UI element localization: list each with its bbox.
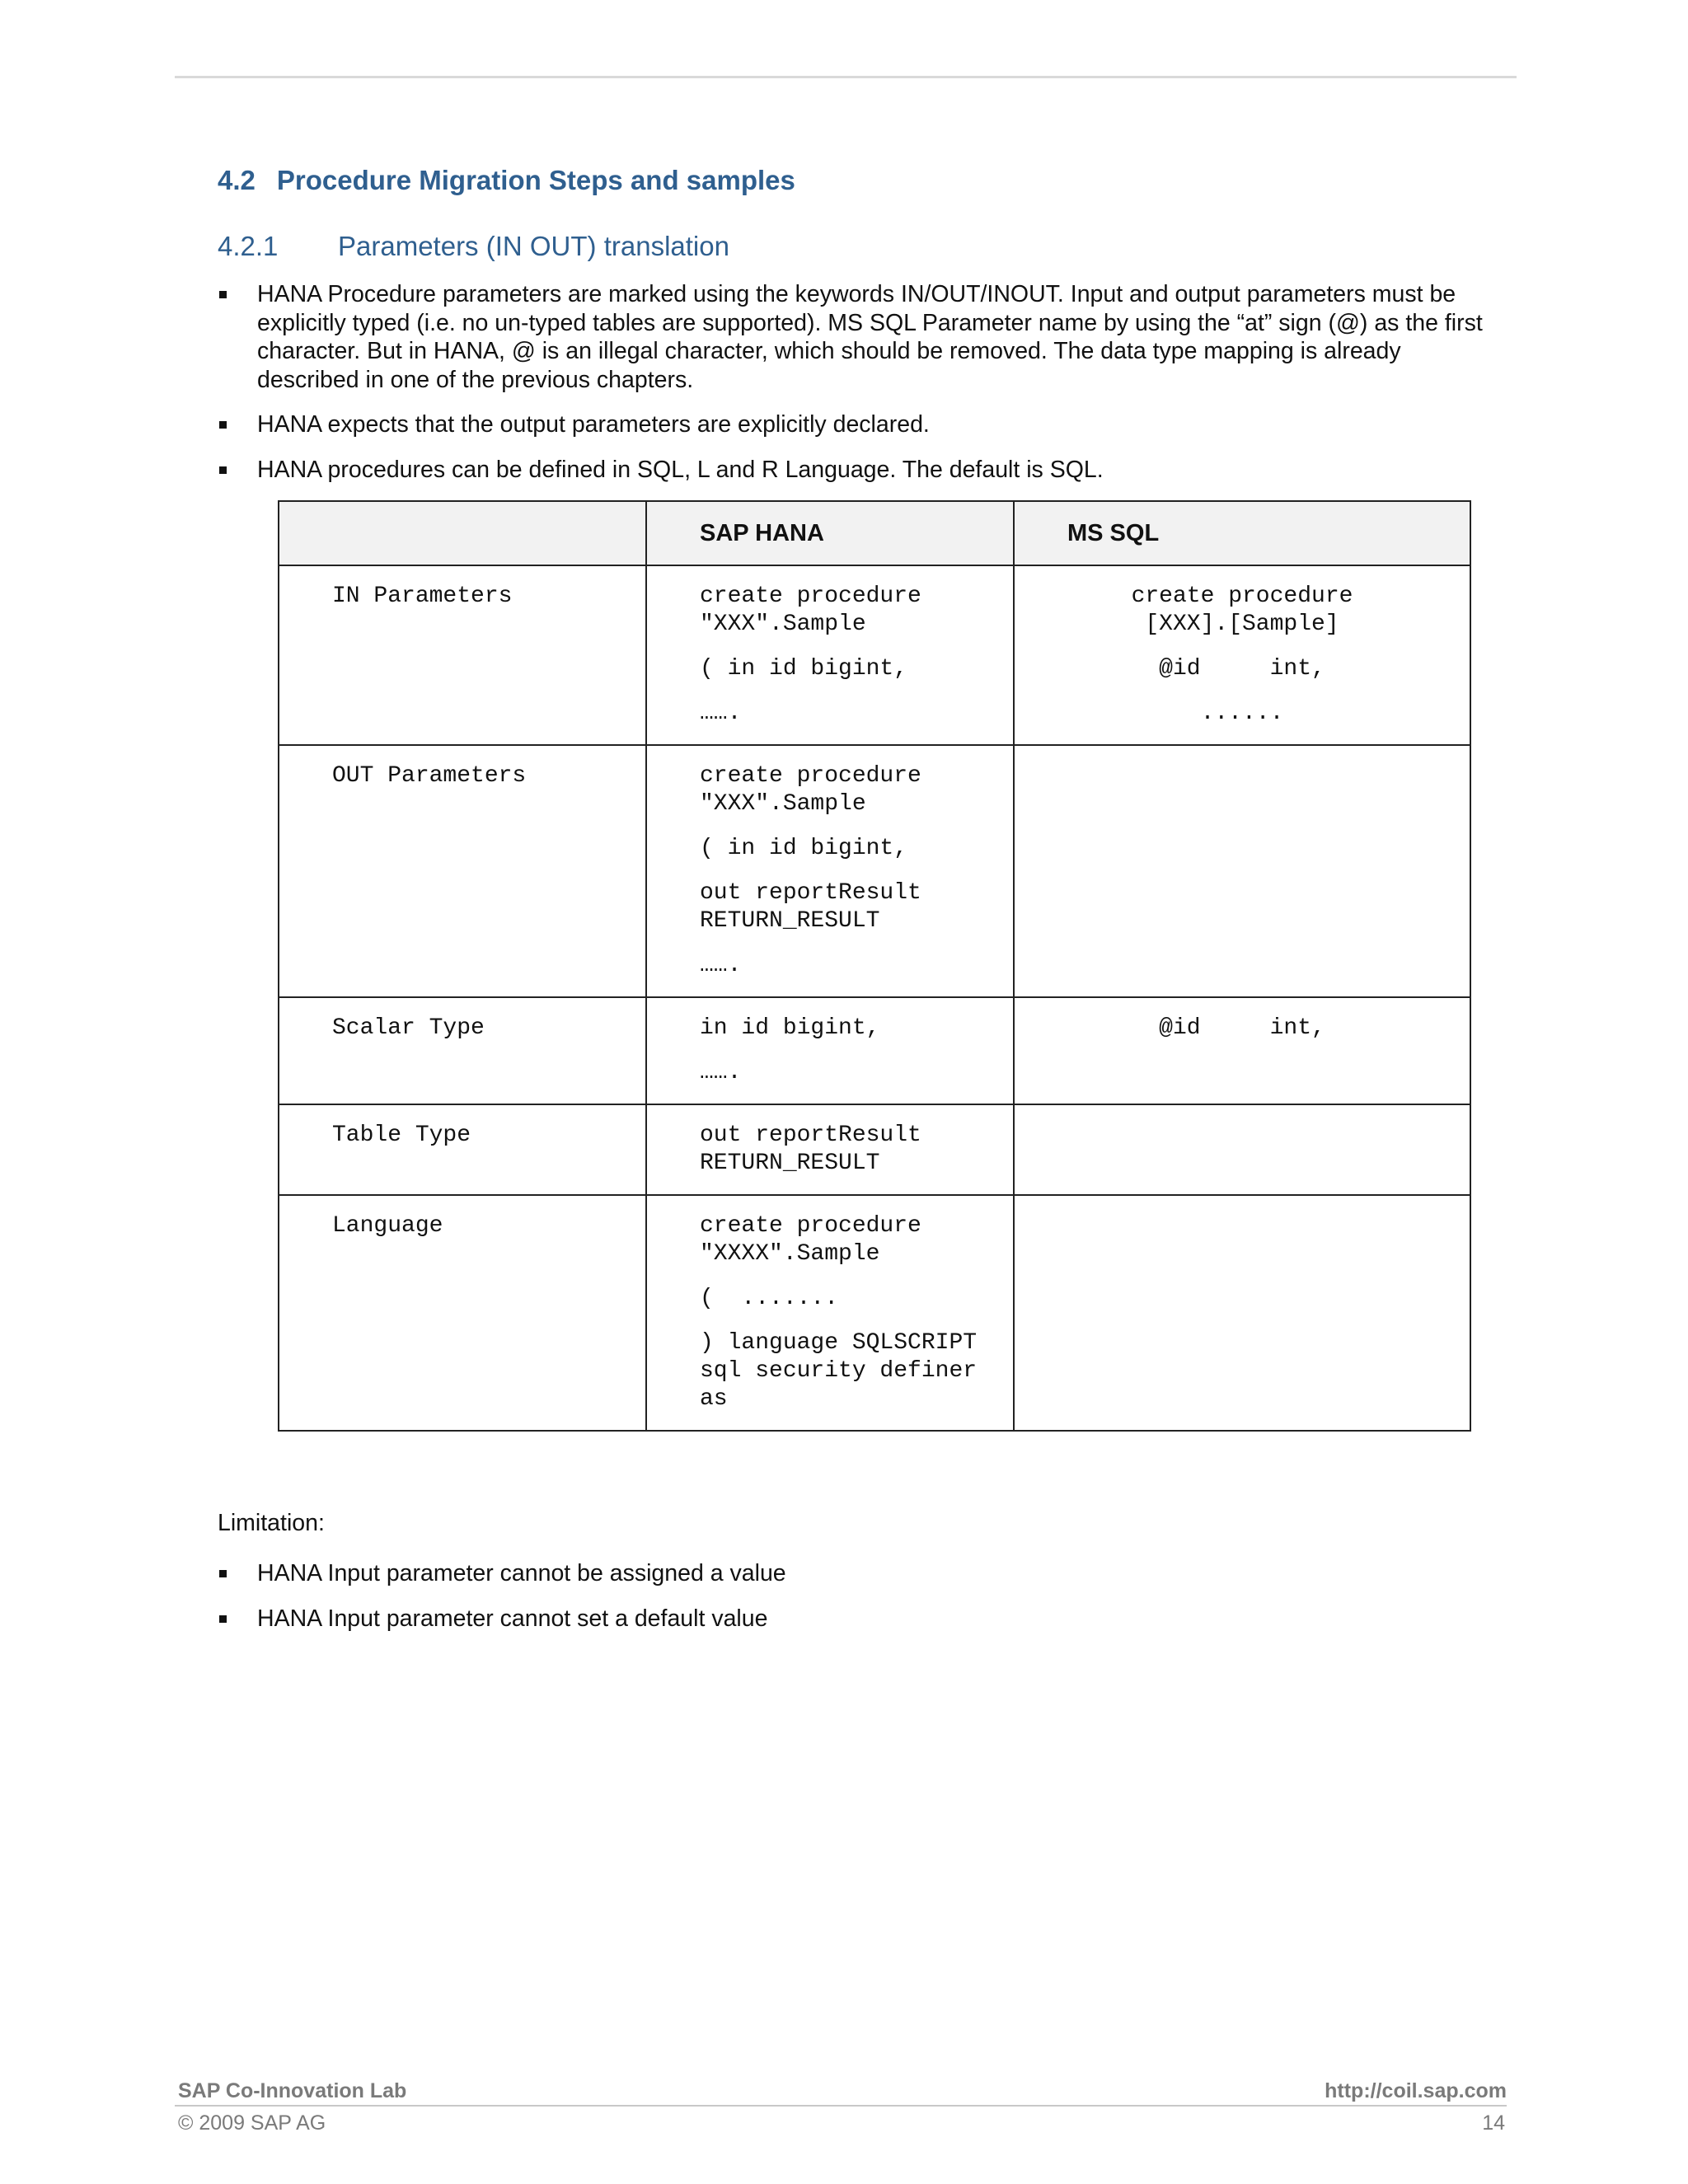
table-row (279, 997, 1470, 1104)
limitation-bullet-list (218, 1559, 1507, 1649)
mssql-cell-empty (1014, 1104, 1470, 1195)
header-rule (175, 76, 1517, 78)
row-label: Scalar Type (279, 997, 646, 1104)
subsection-number: 4.2.1 (218, 231, 279, 261)
hana-code-line: out reportResult RETURN_RESULT (700, 880, 935, 934)
hana-code-line: ( in id bigint, (700, 836, 908, 861)
hana-cell (646, 745, 1014, 997)
limitation-item: HANA Input parameter cannot set a default value (218, 1605, 1507, 1633)
table-row (279, 745, 1470, 997)
section-title: Procedure Migration Steps and samples (276, 165, 795, 195)
row-label: Language (279, 1195, 646, 1431)
footer-copyright: © 2009 SAP AG (178, 2111, 326, 2135)
hana-code-line: create procedure "XXX".Sample (700, 763, 935, 817)
intro-bullet-list (218, 280, 1507, 500)
mssql-cell-empty (1014, 1195, 1470, 1431)
hana-code-line: create procedure "XXXX".Sample (700, 1213, 935, 1267)
hana-code-line: ( ....... (700, 1286, 839, 1311)
table-row (279, 1195, 1470, 1431)
bullet-item: HANA expects that the output parameters are explicitly declared. (218, 410, 1507, 439)
hana-code-line: ) language SQLSCRIPT sql security definer as (700, 1330, 991, 1412)
hana-code-line: ……. (700, 953, 742, 978)
bullet-item: HANA Procedure parameters are marked using the keywords IN/OUT/INOUT. Input and output parameters must be explicitly typed (i.e. no un-typed tables are supported). MS SQL Parameter name by using the “at” sign (@) as the first character. But in HANA, @ is an illegal character, which should be removed. The data type mapping is already described in one of the previous chapters. (218, 280, 1507, 394)
limitation-item: HANA Input parameter cannot be assigned a value (218, 1559, 1507, 1588)
mssql-cell-empty (1014, 745, 1470, 997)
hana-code-line: out reportResult RETURN_RESULT (700, 1122, 935, 1176)
row-label: IN Parameters (279, 565, 646, 745)
hana-cell (646, 1195, 1014, 1431)
table-header-row (279, 501, 1470, 565)
hana-code-line: in id bigint, (700, 1015, 880, 1041)
row-label: OUT Parameters (279, 745, 646, 997)
header-sap-hana: SAP HANA (646, 501, 1014, 565)
section-number: 4.2 (218, 165, 256, 195)
hana-code-line: ……. (700, 701, 742, 726)
footer-url[interactable]: http://coil.sap.com (1325, 2079, 1507, 2102)
hana-cell (646, 1104, 1014, 1195)
footer-rule (175, 2105, 1507, 2107)
hana-cell (646, 997, 1014, 1104)
section-heading (218, 165, 795, 196)
subsection-heading (218, 231, 729, 262)
parameter-comparison-table (278, 500, 1471, 1432)
subsection-title: Parameters (IN OUT) translation (338, 231, 729, 261)
table-row (279, 1104, 1470, 1195)
limitation-title: Limitation: (218, 1510, 325, 1536)
mssql-code-line: create procedure [XXX].[Sample] (1131, 583, 1367, 637)
page-number: 14 (1482, 2111, 1505, 2135)
hana-cell (646, 565, 1014, 745)
mssql-code-line: ...... (1200, 701, 1284, 726)
mssql-cell (1014, 565, 1470, 745)
mssql-code-line: @id int, (1159, 1015, 1325, 1041)
mssql-cell (1014, 997, 1470, 1104)
header-empty (279, 501, 646, 565)
table-row (279, 565, 1470, 745)
row-label: Table Type (279, 1104, 646, 1195)
footer-company: SAP Co-Innovation Lab (178, 2079, 407, 2102)
mssql-code-line: @id int, (1159, 656, 1325, 682)
hana-code-line: create procedure "XXX".Sample (700, 583, 935, 637)
hana-code-line: ( in id bigint, (700, 656, 908, 682)
header-ms-sql: MS SQL (1014, 501, 1470, 565)
bullet-item: HANA procedures can be defined in SQL, L and R Language. The default is SQL. (218, 456, 1507, 485)
hana-code-line: ……. (700, 1060, 742, 1085)
